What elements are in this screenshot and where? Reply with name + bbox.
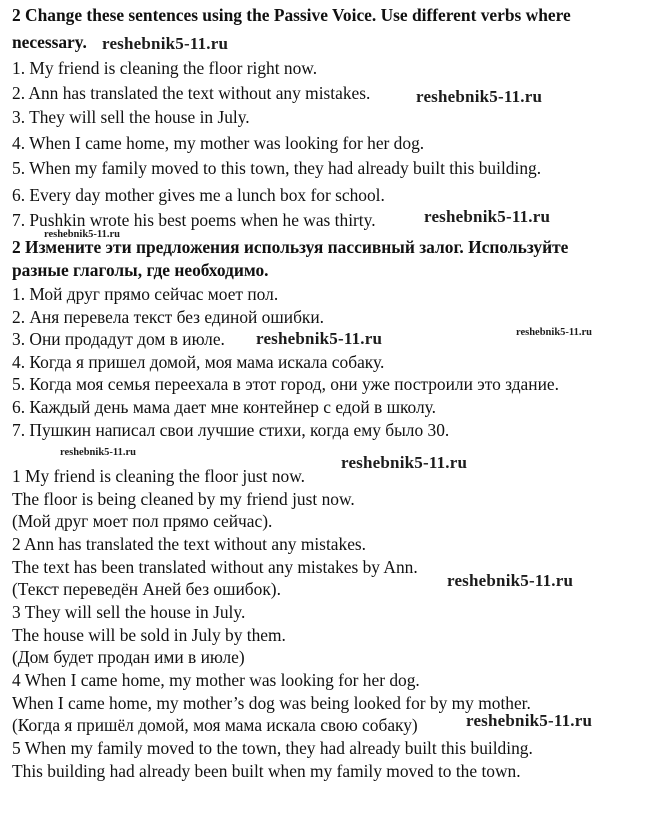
watermark: reshebnik5-11.ru — [102, 34, 229, 53]
answer-line-6: (Текст переведён Аней без ошибок). — [12, 579, 281, 599]
task-ru-item-7: 7. Пушкин написал свои лучшие стихи, когда ему было 30. — [12, 420, 450, 440]
watermark: reshebnik5-11.ru — [424, 207, 551, 226]
watermark: reshebnik5-11.ru — [416, 87, 543, 106]
answer-line-2: The floor is being cleaned by my friend just now. — [12, 489, 355, 509]
task-en-item-1: 1. My friend is cleaning the floor right now. — [12, 58, 318, 78]
watermark: reshebnik5-11.ru — [60, 447, 136, 458]
watermark: reshebnik5-11.ru — [466, 711, 593, 730]
task-en-item-5: 5. When my family moved to this town, they had already built this building. — [12, 158, 542, 178]
answer-line-14: This building had already been built when my family moved to the town. — [12, 761, 521, 781]
answer-line-4: 2 Ann has translated the text without any mistakes. — [12, 534, 367, 554]
task-en-item-3: 3. They will sell the house in July. — [12, 107, 250, 127]
task-en-heading-cont: necessary. — [12, 32, 87, 52]
task-en-item-4: 4. When I came home, my mother was looking for her dog. — [12, 133, 425, 153]
task-en-heading: 2 Change these sentences using the Passive Voice. Use different verbs where — [12, 5, 571, 25]
task-ru-heading-cont: разные глаголы, где необходимо. — [12, 260, 269, 280]
watermark: reshebnik5-11.ru — [447, 571, 574, 590]
answer-line-11: When I came home, my mother’s dog was being looked for by my mother. — [12, 693, 531, 713]
answer-line-10: 4 When I came home, my mother was looking for her dog. — [12, 670, 420, 690]
task-ru-heading: 2 Измените эти предложения используя пассивный залог. Используйте — [12, 237, 569, 257]
watermark: reshebnik5-11.ru — [256, 329, 383, 348]
task-ru-item-6: 6. Каждый день мама дает мне контейнер с едой в школу. — [12, 397, 436, 417]
answer-line-5: The text has been translated without any mistakes by Ann. — [12, 557, 418, 577]
task-en-item-6: 6. Every day mother gives me a lunch box for school. — [12, 185, 385, 205]
task-ru-item-5: 5. Когда моя семья переехала в этот город, они уже построили это здание. — [12, 374, 559, 394]
answer-line-1: 1 My friend is cleaning the floor just now. — [12, 466, 306, 486]
task-en-item-7: 7. Pushkin wrote his best poems when he was thirty. — [12, 210, 376, 230]
answer-line-12: (Когда я пришёл домой, моя мама искала свою собаку) — [12, 715, 418, 735]
watermark: reshebnik5-11.ru — [341, 453, 468, 472]
task-ru-item-2: 2. Аня перевела текст без единой ошибки. — [12, 307, 325, 327]
answer-line-9: (Дом будет продан ими в июле) — [12, 647, 245, 667]
answer-line-7: 3 They will sell the house in July. — [12, 602, 246, 622]
task-en-item-2: 2. Ann has translated the text without any mistakes. — [12, 83, 371, 103]
answer-line-3: (Мой друг моет пол прямо сейчас). — [12, 511, 273, 531]
answer-line-13: 5 When my family moved to the town, they had already built this building. — [12, 738, 533, 758]
watermark: reshebnik5-11.ru — [516, 327, 592, 338]
watermark: reshebnik5-11.ru — [44, 229, 120, 240]
answer-line-8: The house will be sold in July by them. — [12, 625, 286, 645]
task-ru-item-3: 3. Они продадут дом в июле. — [12, 329, 225, 349]
task-ru-item-4: 4. Когда я пришел домой, моя мама искала собаку. — [12, 352, 385, 372]
task-ru-item-1: 1. Мой друг прямо сейчас моет пол. — [12, 284, 279, 304]
